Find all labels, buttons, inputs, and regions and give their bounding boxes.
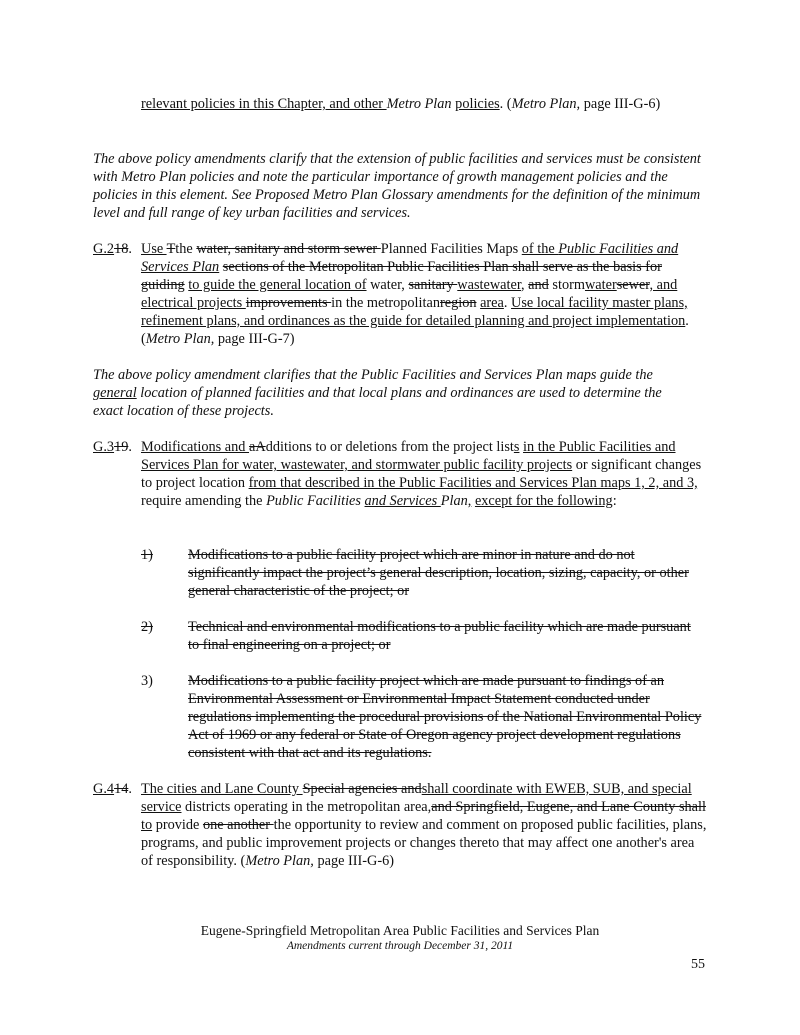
inserted-text: Use local facility master plans, refinement plans, and ordinances as the guide for detailed planning and project implementation xyxy=(141,295,688,329)
inserted-text: policies xyxy=(455,96,500,112)
commentary-note-2: The above policy amendment clarifies that the Public Facilities and Services Plan maps guide the general location of planned facilities and that local plans and ordinances are used to determine the exact location of these projects. xyxy=(93,367,662,419)
list-number-3: 3) xyxy=(141,673,153,689)
policy-g2-text: Use Tthe water, sanitary and storm sewer Planned Facilities Maps of the Public Facilities and Services Plan sections of the Metropolitan Public Facilities Plan shall serve as the basis for guiding to guide the general location of water, sanitary wastewater, and stormwatersewer, and electrical projects improvements in the metropolitanregion area. Use local facility master plans, refinement plans, and ordinances as the guide for detailed planning and project implementation. (Metro Plan, page III-G-7) xyxy=(141,241,689,347)
deleted-text: sections of the Metropolitan Public Facilities Plan shall serve as the basis for guiding xyxy=(141,259,662,293)
deleted-text: water, sanitary and storm sewer xyxy=(196,241,381,257)
inserted-text: relevant policies in this Chapter, and other xyxy=(141,96,387,112)
footer-title: Eugene-Springfield Metropolitan Area Public Facilities and Services Plan xyxy=(200,923,600,938)
policy-number-g3: G.319. xyxy=(93,439,132,455)
commentary-note-1: The above policy amendments clarify that the extension of public facilities and services must be consistent with Metro Plan policies and note the particular importance of growth management policies and the policies in this element. See Proposed Metro Plan Glossary amendments for the definition of the minimum level and full range of key urban facilities and services. xyxy=(93,151,701,221)
list-number-2: 2) xyxy=(141,619,153,635)
page-number: 55 xyxy=(691,957,705,972)
deleted-text: Special agencies and xyxy=(302,781,422,797)
policy-number-g4: G.414. xyxy=(93,781,132,797)
policy-g4-text: The cities and Lane County Special agencies andshall coordinate with EWEB, SUB, and special service districts operating in the metropolitan area,and Springfield, Eugene, and Lane County shall to provide one another the opportunity to review and comment on proposed public facilities, plans, programs, and public improvement projects or changes thereto that may affect one another's area of responsibility. (Metro Plan, page III-G-6) xyxy=(141,781,707,869)
inserted-text: The cities and Lane County xyxy=(141,781,303,797)
deleted-text: and Springfield, Eugene, and Lane County shall xyxy=(431,799,706,815)
list-item-2: Technical and environmental modifications to a public facility which are made pursuant to final engineering on a project; or xyxy=(188,619,691,653)
list-item-1: Modifications to a public facility project which are minor in nature and do not significantly impact the project’s general description, location, sizing, capacity, or other general characteristic of the project; or xyxy=(188,547,689,599)
policy-number-g2: G.218. xyxy=(93,241,132,257)
continuation-paragraph: relevant policies in this Chapter, and other Metro Plan policies. (Metro Plan, page III-G-6) xyxy=(141,96,661,112)
inserted-text: to guide the general location of xyxy=(188,277,367,293)
inserted-text: shall coordinate with EWEB, SUB, and special service xyxy=(141,781,692,815)
footer-subtitle: Amendments current through December 31, 2011 xyxy=(286,940,514,952)
list-number-1: 1) xyxy=(141,547,153,563)
list-item-3: Modifications to a public facility project which are made pursuant to findings of an Environmental Assessment or Environmental Impact Statement conducted under regulations implementing the procedural provisions of the National Environmental Policy Act of 1969 or any federal or State of Oregon agency project development regulations consistent with that act and its regulations. xyxy=(188,673,702,761)
inserted-text: in the Public Facilities and Services Plan for water, wastewater, and stormwater public facility projects xyxy=(141,439,676,473)
italic-text: Metro Plan, xyxy=(511,96,581,112)
policy-g3-text: Modifications and aAdditions to or deletions from the project lists in the Public Facilities and Services Plan for water, wastewater, and stormwater public facility projects or significant changes to project location from that described in the Public Facilities and Services Plan maps 1, 2, and 3, require amending the Public Facilities and Services Plan, except for the following: xyxy=(141,439,702,509)
italic-text: Metro Plan xyxy=(386,96,452,112)
